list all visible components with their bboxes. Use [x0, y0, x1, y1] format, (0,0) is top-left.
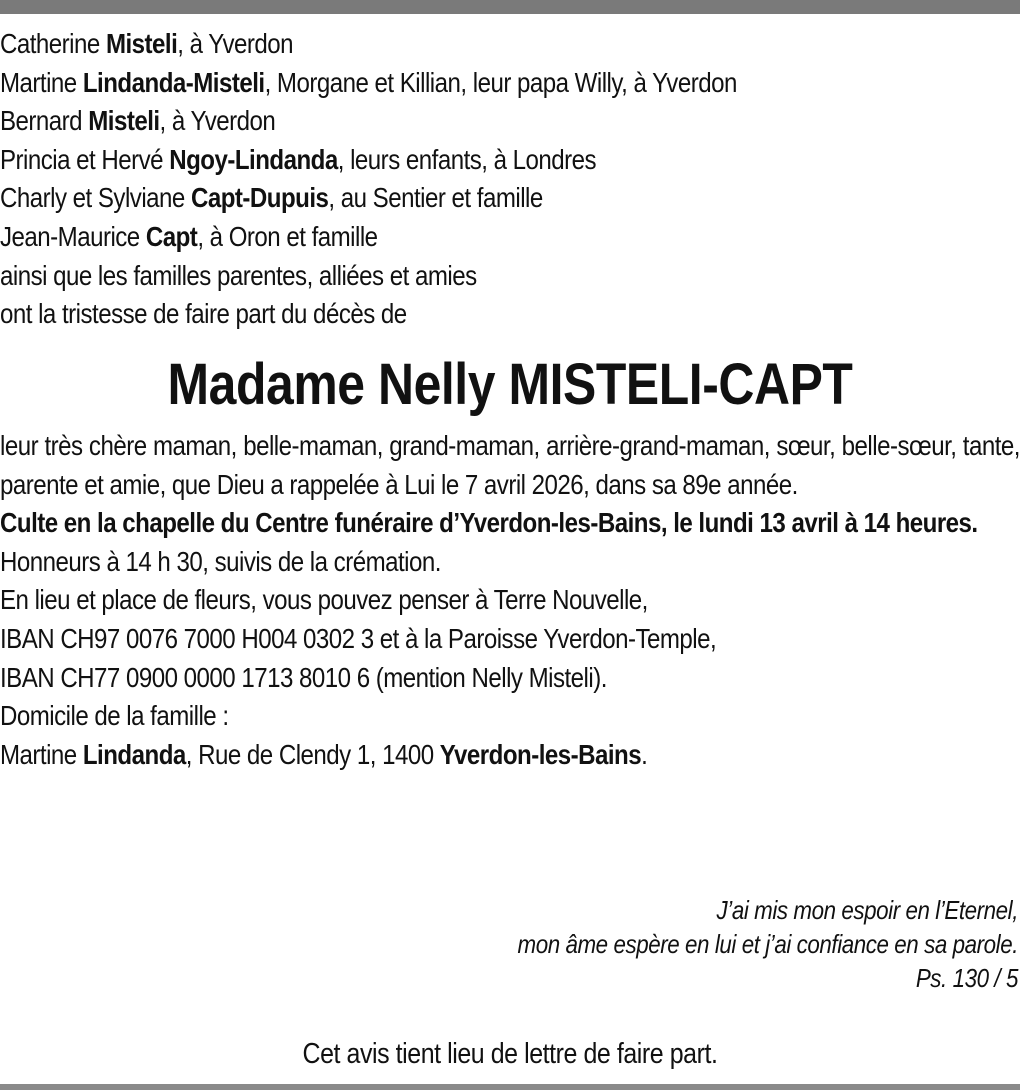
quote-reference: Ps. 130 / 5	[915, 963, 1018, 993]
domicile-address: Martine Lindanda, Rue de Clendy 1, 1400 Yverdon-les-Bains.	[0, 738, 648, 770]
iban-line-1: IBAN CH97 0076 7000 H004 0302 3 et à la Paroisse Yverdon-Temple,	[0, 622, 717, 654]
scripture-quote	[0, 893, 1018, 995]
footer-note: Cet avis tient lieu de lettre de faire part.	[302, 1038, 718, 1070]
family-line-2: Martine Lindanda-Misteli, Morgane et Killian, leur papa Willy, à Yverdon	[0, 66, 737, 98]
quote-line-1: J’ai mis mon espoir en l’Eternel,	[716, 895, 1018, 925]
family-list	[0, 25, 1020, 334]
service-details: Culte en la chapelle du Centre funéraire d’Yverdon-les-Bains, le lundi 13 avril à 14 heures.	[0, 507, 978, 539]
honours-text: Honneurs à 14 h 30, suivis de la crémation.	[0, 545, 441, 577]
bottom-rule	[0, 1084, 1020, 1090]
announcement-line: ont la tristesse de faire part du décès de	[0, 298, 407, 330]
top-rule	[0, 0, 1020, 14]
domicile-label: Domicile de la famille :	[0, 700, 229, 732]
notice-body	[0, 427, 1020, 774]
relatives-line: ainsi que les familles parentes, alliées et amies	[0, 259, 477, 291]
iban-line-2: IBAN CH77 0900 0000 1713 8010 6 (mention Nelly Misteli).	[0, 661, 607, 693]
deceased-name: Madame Nelly MISTELI-CAPT	[167, 352, 853, 417]
tribute-text: leur très chère maman, belle-maman, grand-maman, arrière-grand-maman, sœur, belle-sœur, tante, parente et amie, que Dieu a rappelée à Lui le 7 avril 2026, dans sa 89e année.	[0, 430, 1020, 500]
family-line-1: Catherine Misteli, à Yverdon	[0, 28, 293, 59]
flowers-text: En lieu et place de fleurs, vous pouvez penser à Terre Nouvelle,	[0, 584, 648, 616]
family-line-4: Princia et Hervé Ngoy-Lindanda, leurs enfants, à Londres	[0, 143, 597, 175]
family-line-3: Bernard Misteli, à Yverdon	[0, 105, 276, 137]
family-line-5: Charly et Sylviane Capt-Dupuis, au Sentier et famille	[0, 182, 543, 214]
family-line-6: Jean-Maurice Capt, à Oron et famille	[0, 220, 378, 252]
quote-line-2: mon âme espère en lui et j’ai confiance en sa parole.	[517, 929, 1018, 959]
